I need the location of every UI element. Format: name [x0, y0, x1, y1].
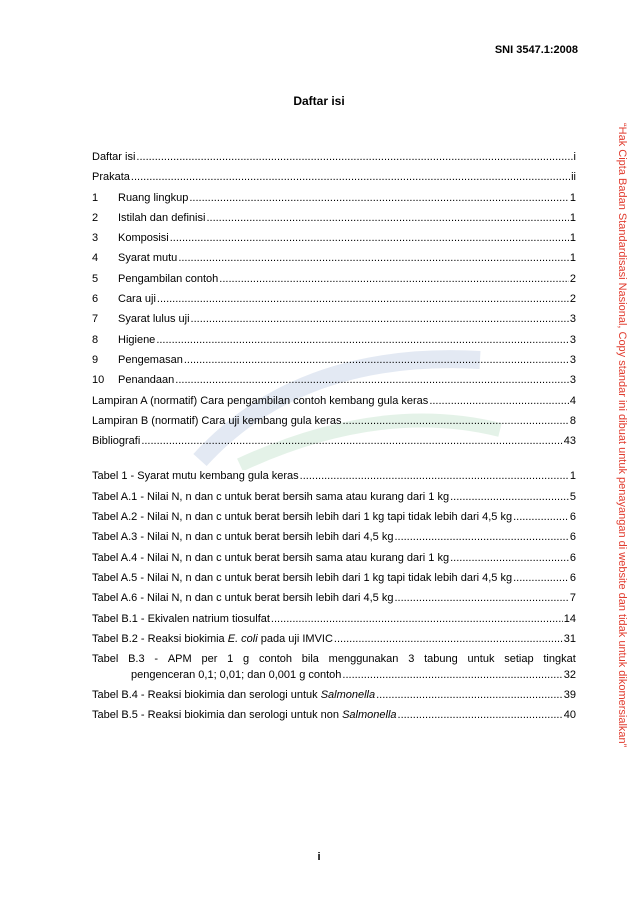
table-b3-word: 1: [227, 653, 234, 666]
toc-entry-label: Higiene: [118, 333, 156, 346]
toc-entry-label: Syarat lulus uji: [118, 313, 190, 326]
toc-entry: [92, 374, 576, 394]
toc-gap: [92, 455, 576, 470]
table-entry-text: Tabel A.2 - Nilai N, n dan c untuk berat bersih lebih dari 1 kg tapi tidak lebih dari 4,5 kg: [92, 511, 513, 524]
table-b3-word: tabung: [424, 653, 458, 666]
toc-entry: [92, 151, 576, 171]
toc-entry: [92, 334, 576, 354]
toc-leader-dots: [136, 151, 572, 163]
toc-leader-dots: [394, 531, 568, 543]
toc-entry-label: Daftar isi: [92, 151, 136, 163]
table-b3-word: tingkat: [543, 653, 576, 666]
table-list-entry: [92, 470, 576, 490]
table-b3-word: B.3: [128, 653, 145, 666]
table-entry-page: 14: [563, 612, 576, 625]
table-list-entry: [92, 633, 576, 653]
table-entry-text-suffix: pada uji IMVIC: [257, 632, 333, 645]
toc-entry-number: 4: [92, 252, 99, 265]
table-entry-page: 32: [563, 669, 576, 682]
toc-leader-dots: [184, 354, 569, 366]
table-entry-page: 6: [569, 531, 576, 544]
toc-leader-dots: [191, 313, 569, 325]
table-entry-label: [92, 572, 512, 584]
table-list-entry: [92, 572, 576, 592]
table-entry-text: Tabel B.4 - Reaksi biokimia dan serologi untuk: [92, 689, 321, 702]
table-entry-label: [92, 491, 449, 503]
toc-leader-dots: [271, 613, 563, 625]
toc-entry: [92, 313, 576, 333]
table-list-entry: [92, 709, 576, 729]
toc-leader-dots: [157, 293, 569, 305]
table-entry-text: Tabel B.2 - Reaksi biokimia: [92, 632, 228, 645]
toc-entry-label: Syarat mutu: [118, 252, 178, 265]
toc-entry-label: Penandaan: [118, 374, 175, 387]
toc-entry: [92, 293, 576, 313]
table-b3-word: untuk: [467, 653, 495, 666]
table-entry-label: [92, 511, 512, 523]
table-list-entry: [92, 592, 576, 612]
toc-entry-page: 2: [569, 293, 576, 306]
toc-entry-number: 8: [92, 333, 99, 346]
table-entry-page: 40: [563, 709, 576, 722]
toc-entry-number: 5: [92, 272, 99, 285]
table-list-entry: [92, 511, 576, 531]
toc-leader-dots: [178, 252, 569, 264]
toc-entry-page: 1: [569, 252, 576, 265]
toc-entry-label: Lampiran B (normatif) Cara uji kembang gula keras: [92, 414, 342, 427]
table-entry-page: 6: [569, 571, 576, 584]
toc-entry-number: 6: [92, 293, 99, 306]
toc-entry-page: i: [573, 151, 576, 163]
table-entry-text: Tabel B.5 - Reaksi biokimia dan serologi untuk non: [92, 709, 343, 722]
toc-leader-dots: [141, 435, 562, 447]
toc-leader-dots: [334, 633, 563, 645]
toc-entry-page: 3: [569, 353, 576, 366]
table-entry-page: 31: [563, 632, 576, 645]
table-entry-text: Tabel A.4 - Nilai N, n dan c untuk berat bersih sama atau kurang dari 1 kg: [92, 551, 450, 564]
toc-entry-number: 9: [92, 353, 99, 366]
table-list-entry: [92, 531, 576, 551]
table-b3-word: 3: [408, 653, 415, 666]
table-b3-word: -: [154, 653, 159, 666]
page-title: Daftar isi: [293, 94, 345, 108]
table-b3-word: g: [243, 653, 250, 666]
toc-leader-dots: [450, 552, 569, 564]
toc-entry: [92, 395, 576, 415]
toc-entry-page: 43: [563, 435, 576, 448]
standard-number: SNI 3547.1:2008: [494, 44, 578, 56]
table-entry-text: Tabel A.3 - Nilai N, n dan c untuk berat bersih lebih dari 4,5 kg: [92, 531, 394, 544]
table-list-entry-b3: [92, 653, 576, 689]
toc-entry: [92, 354, 576, 374]
toc-leader-dots: [342, 415, 568, 427]
toc-entry-number: 1: [92, 191, 99, 204]
table-entry-page: 39: [563, 689, 576, 702]
toc-entry-label: Prakata: [92, 171, 130, 184]
toc-entry-page: 2: [569, 272, 576, 285]
toc-entry-page: 8: [569, 414, 576, 427]
table-entry-italic-term: E. coli: [227, 632, 258, 645]
toc-leader-dots: [300, 470, 569, 482]
toc-leader-dots: [189, 192, 569, 204]
toc-main-list: [92, 151, 576, 455]
page-number: i: [317, 851, 321, 863]
toc-entry-number: 2: [92, 211, 99, 224]
table-b3-continuation: pengenceran 0,1; 0,01; dan 0,001 g contoh: [131, 669, 342, 682]
toc-entry-label: Istilah dan definisi: [118, 211, 206, 224]
table-entry-label: [92, 470, 299, 482]
toc-entry-page: 1: [569, 211, 576, 224]
table-entry-label: [92, 552, 449, 564]
table-entry-label: [92, 689, 375, 701]
toc-entry-page: 1: [569, 232, 576, 245]
table-entry-text: Tabel B.1 - Ekivalen natrium tiosulfat: [92, 612, 270, 625]
table-entry-label: [92, 592, 393, 604]
toc-entry: [92, 273, 576, 293]
toc-entry-number: 10: [92, 374, 105, 387]
toc-leader-dots: [342, 669, 562, 681]
toc-leader-dots: [394, 592, 568, 604]
table-b3-word: Tabel: [92, 653, 119, 666]
table-entry-label: [92, 633, 333, 645]
toc-entry: [92, 232, 576, 252]
toc-entry-page: 3: [569, 333, 576, 346]
table-list-entry: [92, 689, 576, 709]
table-entry-italic-term: Salmonella: [320, 689, 376, 702]
toc-leader-dots: [175, 374, 569, 386]
table-entry-label: [92, 709, 397, 721]
table-list-entry: [92, 552, 576, 572]
table-b3-word: per: [201, 653, 218, 666]
toc-leader-dots: [131, 171, 570, 183]
toc-entry-label: Pengemasan: [118, 353, 183, 366]
table-of-contents: [92, 151, 576, 730]
toc-entry-number: 3: [92, 232, 99, 245]
table-entry-page: 6: [569, 551, 576, 564]
toc-entry: [92, 252, 576, 272]
toc-leader-dots: [219, 273, 569, 285]
table-b3-line2: [92, 669, 576, 689]
toc-leader-dots: [513, 572, 569, 584]
toc-entry-page: ii: [571, 171, 576, 184]
table-entry-page: 7: [569, 592, 576, 605]
toc-entry-page: 4: [569, 394, 576, 407]
table-entry-text: Tabel A.1 - Nilai N, n dan c untuk berat bersih sama atau kurang dari 1 kg: [92, 490, 450, 503]
toc-leader-dots: [513, 511, 569, 523]
table-entry-text: Tabel A.5 - Nilai N, n dan c untuk berat bersih lebih dari 1 kg tapi tidak lebih dari 4,5 kg: [92, 571, 513, 584]
table-entry-label: [92, 613, 270, 625]
toc-leader-dots: [376, 689, 563, 701]
table-b3-word: APM: [167, 653, 192, 666]
table-b3-line1: [92, 653, 576, 669]
toc-entry-label: Cara uji: [118, 293, 156, 306]
toc-entry: [92, 435, 576, 455]
table-list-entry: [92, 491, 576, 511]
table-entry-text: Tabel A.6 - Nilai N, n dan c untuk berat bersih lebih dari 4,5 kg: [92, 592, 394, 605]
copyright-side-note: “Hak Cipta Badan Standardisasi Nasional, Copy standar ini dibuat untuk penayangan di website dan tidak untuk dikomersialkan”: [616, 123, 628, 748]
table-entry-page: 1: [569, 470, 576, 483]
toc-entry: [92, 415, 576, 435]
table-b3-word: contoh: [258, 653, 292, 666]
toc-table-list: [92, 470, 576, 729]
toc-entry-number: 7: [92, 313, 99, 326]
toc-entry-label: Ruang lingkup: [118, 191, 189, 204]
toc-entry: [92, 192, 576, 212]
toc-leader-dots: [398, 709, 563, 721]
table-entry-page: 6: [569, 511, 576, 524]
toc-entry: [92, 212, 576, 232]
toc-entry-page: 3: [569, 313, 576, 326]
toc-leader-dots: [170, 232, 569, 244]
table-list-entry: [92, 613, 576, 633]
toc-leader-dots: [206, 212, 568, 224]
table-entry-page: 5: [569, 490, 576, 503]
toc-entry-label: Pengambilan contoh: [118, 272, 219, 285]
toc-leader-dots: [450, 491, 569, 503]
toc-leader-dots: [429, 395, 569, 407]
table-b3-word: bila: [301, 653, 319, 666]
table-entry-text: Tabel 1 - Syarat mutu kembang gula keras: [92, 470, 299, 483]
toc-entry-label: Bibliografi: [92, 435, 141, 448]
table-entry-label: [92, 531, 393, 543]
toc-entry-label: Komposisi: [118, 232, 169, 245]
table-b3-word: menggunakan: [328, 653, 399, 666]
table-entry-italic-term: Salmonella: [342, 709, 397, 722]
toc-entry-page: 1: [569, 191, 576, 204]
toc-entry-label: Lampiran A (normatif) Cara pengambilan contoh kembang gula keras: [92, 394, 429, 407]
toc-entry-page: 3: [569, 374, 576, 387]
toc-leader-dots: [156, 334, 569, 346]
table-b3-word: setiap: [504, 653, 534, 666]
toc-entry: [92, 171, 576, 191]
